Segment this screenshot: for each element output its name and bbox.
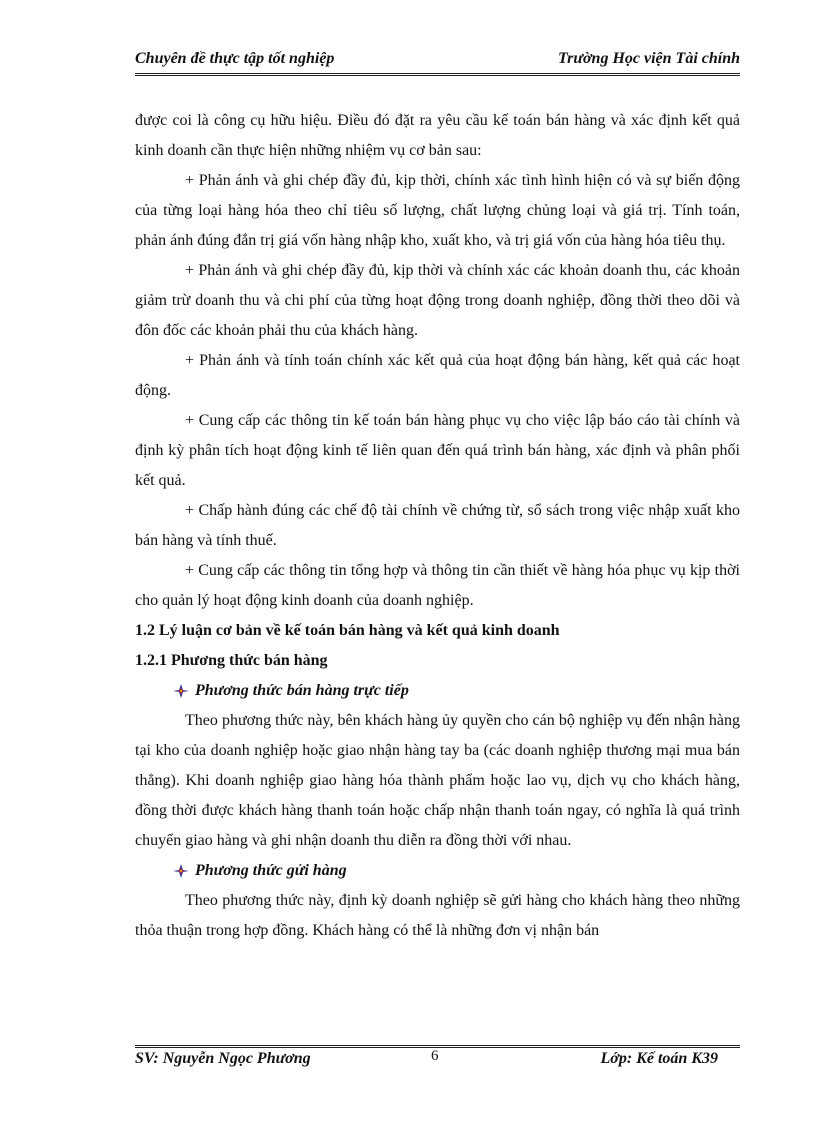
footer-student: SV: Nguyễn Ngọc Phương [135, 1050, 311, 1067]
subsection-heading: 1.2.1 Phương thức bán hàng [135, 652, 328, 669]
paragraph: Theo phương thức này, bên khách hàng ủy quyền cho cán bộ nghiệp vụ đến nhận hàng tại kho của doanh nghiệp hoặc giao nhận hàng tay ba (các doanh nghiệp thương mại mua bán thẳng). Khi doanh nghiệp giao hàng hóa thành phẩm hoặc lao vụ, dịch vụ cho khách hàng, đồng thời được khách hàng thanh toán hoặc chấp nhận thanh toán ngay, có nghĩa là quá trình chuyển giao hàng và ghi nhận doanh thu diễn ra đồng thời với nhau. [135, 712, 740, 849]
paragraph: + Chấp hành đúng các chế độ tài chính về chứng từ, sổ sách trong việc nhập xuất kho bán hàng và tính thuế. [135, 502, 740, 549]
paragraph: được coi là công cụ hữu hiệu. Điều đó đặt ra yêu cầu kế toán bán hàng và xác định kết quả kinh doanh cần thực hiện những nhiệm vụ cơ bản sau: [135, 112, 740, 159]
subsection-title-text: Phương thức bán hàng trực tiếp [195, 682, 409, 699]
subsection-title-text: Phương thức gửi hàng [195, 862, 347, 879]
page-number: 6 [431, 1048, 439, 1064]
subsection-title [135, 676, 740, 706]
page-body [135, 106, 740, 946]
page-header [135, 47, 740, 76]
header-school: Trường Học viện Tài chính [557, 50, 740, 67]
section-heading: 1.2 Lý luận cơ bản về kế toán bán hàng và kết quả kinh doanh [135, 622, 560, 639]
page-footer [135, 1045, 740, 1070]
paragraph: + Cung cấp các thông tin tổng hợp và thông tin cần thiết về hàng hóa phục vụ kịp thời cho quản lý hoạt động kinh doanh của doanh nghiệp. [135, 562, 740, 609]
paragraph: + Phản ánh và ghi chép đầy đủ, kịp thời và chính xác các khoản doanh thu, các khoản giảm trừ doanh thu và chi phí của từng hoạt động trong doanh nghiệp, đồng thời theo dõi và đôn đốc các khoản phải thu của khách hàng. [135, 262, 740, 339]
footer-class: Lớp: Kế toán K39 [600, 1050, 718, 1067]
four-point-star-icon [173, 864, 189, 878]
four-point-star-icon [173, 684, 189, 698]
paragraph: + Cung cấp các thông tin kế toán bán hàng phục vụ cho việc lập báo cáo tài chính và định kỳ phân tích hoạt động kinh tế liên quan đến quá trình bán hàng, xác định và phân phối kết quả. [135, 412, 740, 489]
paragraph: Theo phương thức này, định kỳ doanh nghiệp sẽ gửi hàng cho khách hàng theo những thỏa thuận trong hợp đồng. Khách hàng có thể là những đơn vị nhận bán [135, 892, 740, 939]
paragraph: + Phản ánh và ghi chép đầy đủ, kịp thời, chính xác tình hình hiện có và sự biến động của từng loại hàng hóa theo chỉ tiêu số lượng, chất lượng chủng loại và giá trị. Tính toán, phản ánh đúng đắn trị giá vốn hàng nhập kho, xuất kho, và trị giá vốn của hàng hóa tiêu thụ. [135, 172, 740, 249]
paragraph: + Phản ánh và tính toán chính xác kết quả của hoạt động bán hàng, kết quả các hoạt động. [135, 352, 740, 399]
header-title: Chuyên đề thực tập tốt nghiệp [135, 50, 335, 67]
subsection-title [135, 856, 740, 886]
